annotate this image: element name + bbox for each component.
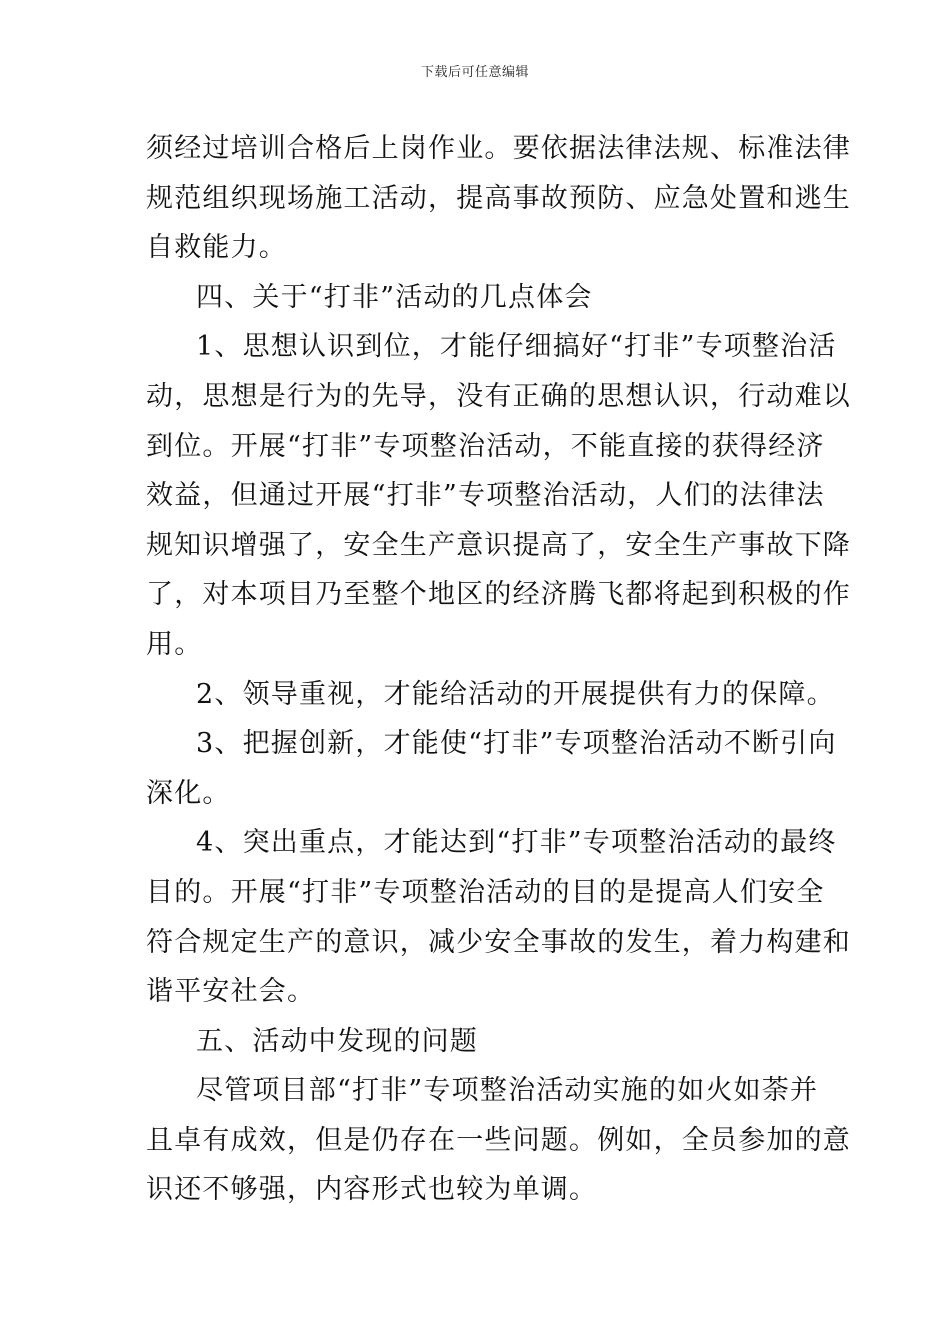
- text-line: 须经过培训合格后上岗作业。要依据法律法规、标准法律: [146, 133, 851, 164]
- text-line: 识还不够强，内容形式也较为单调。: [146, 1174, 598, 1206]
- text-line: 1、思想认识到位，才能仔细搞好“打非”专项整治活: [196, 331, 837, 363]
- text-line: 四、关于“打非”活动的几点体会: [196, 281, 593, 313]
- text-line: 效益，但通过开展“打非”专项整治活动，人们的法律法: [146, 480, 825, 512]
- text-line: 动，思想是行为的先导，没有正确的思想认识，行动难以: [146, 380, 851, 412]
- text-line: 符合规定生产的意识，减少安全事故的发生，着力构建和: [146, 926, 851, 958]
- text-line: 了，对本项目乃至整个地区的经济腾飞都将起到积极的作: [146, 579, 851, 611]
- text-line: 谐平安社会。: [146, 976, 316, 1008]
- text-line: 目的。开展“打非”专项整治活动的目的是提高人们安全: [146, 876, 825, 908]
- document-body: [146, 124, 851, 1215]
- text-line: 4、突出重点，才能达到“打非”专项整治活动的最终: [196, 827, 837, 859]
- text-line: 到位。开展“打非”专项整治活动，不能直接的获得经济: [146, 430, 825, 462]
- text-line: 3、把握创新，才能使“打非”专项整治活动不断引向: [196, 728, 837, 760]
- text-line: 自救能力。: [146, 232, 287, 264]
- text-line: 深化。: [146, 777, 231, 809]
- text-line: 用。: [146, 628, 203, 660]
- text-line: 规知识增强了，安全生产意识提高了，安全生产事故下降: [146, 529, 851, 561]
- text-line: 且卓有成效，但是仍存在一些问题。例如，全员参加的意: [146, 1124, 851, 1156]
- text-line: 尽管项目部“打非”专项整治活动实施的如火如荼并: [196, 1075, 819, 1107]
- text-line: 规范组织现场施工活动，提高事故预防、应急处置和逃生: [146, 182, 851, 214]
- page-header: 下载后可任意编辑: [420, 65, 529, 80]
- text-line: 五、活动中发现的问题: [196, 1025, 478, 1057]
- text-line: 2、领导重视，才能给活动的开展提供有力的保障。: [196, 678, 835, 710]
